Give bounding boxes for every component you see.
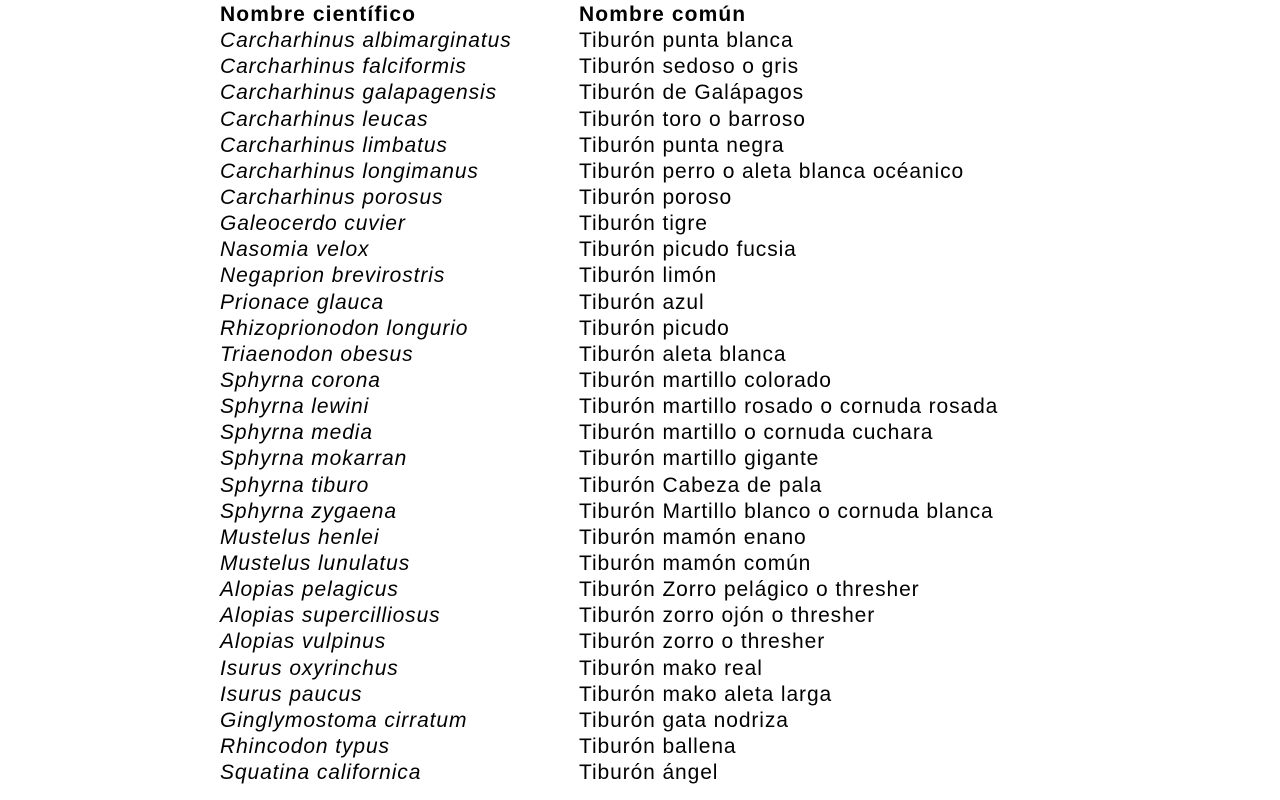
- scientific-name-cell: Carcharhinus falciformis: [220, 55, 467, 79]
- common-name-cell: Tiburón aleta blanca: [579, 342, 787, 366]
- table-row: [220, 80, 1220, 106]
- scientific-name-cell: Carcharhinus albimarginatus: [220, 29, 512, 53]
- scientific-name-cell: Galeocerdo cuvier: [220, 212, 406, 236]
- scientific-name-cell: Ginglymostoma cirratum: [220, 708, 468, 732]
- table-row: [220, 394, 1220, 420]
- scientific-name-cell: Carcharhinus leucas: [220, 107, 429, 131]
- table-body: [220, 28, 1220, 786]
- scientific-name-cell: Sphyrna mokarran: [220, 447, 408, 471]
- scientific-name-cell: Isurus oxyrinchus: [220, 656, 399, 680]
- common-name-cell: Tiburón limón: [579, 264, 718, 288]
- table-row: [220, 708, 1220, 734]
- table-row: [220, 603, 1220, 629]
- table-row: [220, 368, 1220, 394]
- common-name-cell: Tiburón martillo gigante: [579, 447, 820, 471]
- table-row: [220, 446, 1220, 472]
- table-row: [220, 133, 1220, 159]
- table-row: [220, 316, 1220, 342]
- scientific-name-cell: Mustelus lunulatus: [220, 551, 411, 575]
- scientific-name-cell: Carcharhinus longimanus: [220, 159, 479, 183]
- scientific-name-cell: Nasomia velox: [220, 238, 370, 262]
- header-scientific-name: Nombre científico: [220, 3, 417, 26]
- common-name-cell: Tiburón punta negra: [579, 133, 785, 157]
- species-table: [220, 2, 1220, 786]
- common-name-cell: Tiburón mamón común: [579, 551, 812, 575]
- scientific-name-cell: Prionace glauca: [220, 290, 385, 314]
- table-row: [220, 473, 1220, 499]
- table-row: [220, 420, 1220, 446]
- common-name-cell: Tiburón zorro ojón o thresher: [579, 604, 876, 628]
- table-row: [220, 185, 1220, 211]
- table-row: [220, 682, 1220, 708]
- table-row: [220, 28, 1220, 54]
- table-header-row: [220, 2, 1220, 28]
- scientific-name-cell: Mustelus henlei: [220, 525, 380, 549]
- common-name-cell: Tiburón mamón enano: [579, 525, 807, 549]
- scientific-name-cell: Alopias vulpinus: [220, 630, 387, 654]
- table-row: [220, 107, 1220, 133]
- table-row: [220, 551, 1220, 577]
- table-row: [220, 499, 1220, 525]
- common-name-cell: Tiburón mako real: [579, 656, 763, 680]
- common-name-cell: Tiburón Zorro pelágico o thresher: [579, 578, 920, 602]
- table-row: [220, 290, 1220, 316]
- table-row: [220, 211, 1220, 237]
- common-name-cell: Tiburón picudo fucsia: [579, 238, 797, 262]
- common-name-cell: Tiburón Cabeza de pala: [579, 473, 823, 497]
- common-name-cell: Tiburón punta blanca: [579, 29, 794, 53]
- table-row: [220, 577, 1220, 603]
- table-row: [220, 263, 1220, 289]
- table-row: [220, 525, 1220, 551]
- common-name-cell: Tiburón toro o barroso: [579, 107, 806, 131]
- scientific-name-cell: Sphyrna corona: [220, 368, 381, 392]
- common-name-cell: Tiburón gata nodriza: [579, 708, 789, 732]
- scientific-name-cell: Sphyrna zygaena: [220, 499, 397, 523]
- scientific-name-cell: Isurus paucus: [220, 682, 363, 706]
- table-row: [220, 629, 1220, 655]
- scientific-name-cell: Sphyrna lewini: [220, 395, 370, 419]
- common-name-cell: Tiburón poroso: [579, 185, 733, 209]
- table-row: [220, 159, 1220, 185]
- common-name-cell: Tiburón azul: [579, 290, 705, 314]
- scientific-name-cell: Carcharhinus limbatus: [220, 133, 448, 157]
- common-name-cell: Tiburón martillo o cornuda cuchara: [579, 421, 934, 445]
- scientific-name-cell: Carcharhinus porosus: [220, 185, 444, 209]
- scientific-name-cell: Sphyrna tiburo: [220, 473, 370, 497]
- scientific-name-cell: Squatina californica: [220, 761, 422, 785]
- scientific-name-cell: Rhincodon typus: [220, 734, 390, 758]
- common-name-cell: Tiburón ballena: [579, 734, 737, 758]
- common-name-cell: Tiburón de Galápagos: [579, 81, 805, 105]
- table-row: [220, 342, 1220, 368]
- table-row: [220, 760, 1220, 786]
- table-row: [220, 734, 1220, 760]
- common-name-cell: Tiburón Martillo blanco o cornuda blanca: [579, 499, 994, 523]
- common-name-cell: Tiburón picudo: [579, 316, 730, 340]
- table-row: [220, 54, 1220, 80]
- common-name-cell: Tiburón tigre: [579, 212, 708, 236]
- common-name-cell: Tiburón mako aleta larga: [579, 682, 833, 706]
- scientific-name-cell: Negaprion brevirostris: [220, 264, 446, 288]
- table-row: [220, 656, 1220, 682]
- scientific-name-cell: Triaenodon obesus: [220, 342, 414, 366]
- scientific-name-cell: Carcharhinus galapagensis: [220, 81, 497, 105]
- common-name-cell: Tiburón martillo rosado o cornuda rosada: [579, 395, 999, 419]
- scientific-name-cell: Sphyrna media: [220, 421, 373, 445]
- common-name-cell: Tiburón ángel: [579, 761, 719, 785]
- scientific-name-cell: Alopias pelagicus: [220, 578, 399, 602]
- scientific-name-cell: Alopias supercilliosus: [220, 604, 441, 628]
- common-name-cell: Tiburón sedoso o gris: [579, 55, 800, 79]
- table-row: [220, 237, 1220, 263]
- scientific-name-cell: Rhizoprionodon longurio: [220, 316, 469, 340]
- common-name-cell: Tiburón zorro o thresher: [579, 630, 826, 654]
- header-common-name: Nombre común: [579, 3, 747, 26]
- common-name-cell: Tiburón martillo colorado: [579, 368, 832, 392]
- common-name-cell: Tiburón perro o aleta blanca océanico: [579, 159, 965, 183]
